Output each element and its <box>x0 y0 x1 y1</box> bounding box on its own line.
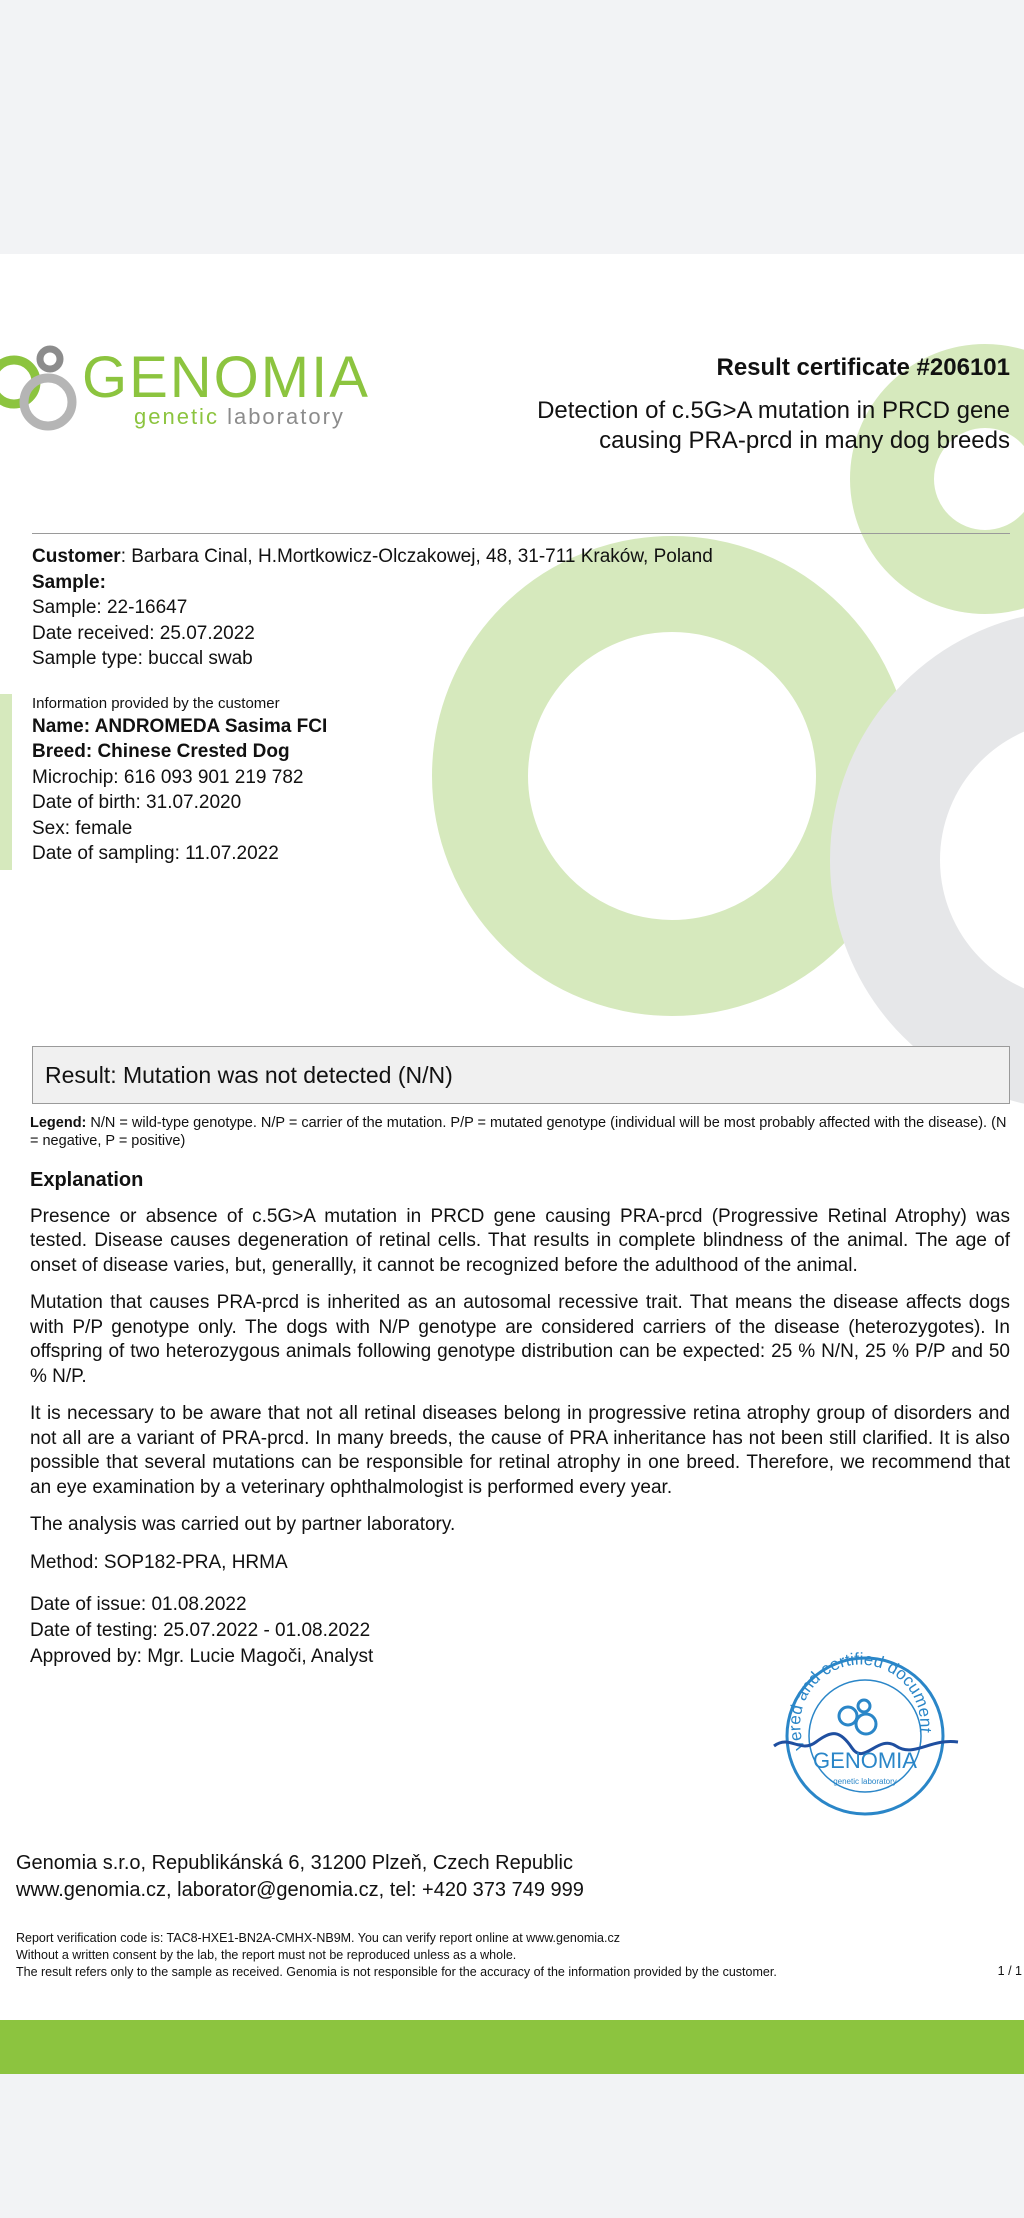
stamp-small-text: genetic laboratory <box>833 1777 897 1786</box>
disclaimer: The result refers only to the sample as received. Genomia is not responsible for the accuracy of the information provided by the customer. <box>16 1965 777 1979</box>
page-number: 1 / 1 <box>997 1964 1022 1978</box>
sample-number: Sample: 22-16647 <box>32 597 188 618</box>
explanation-paragraph-2: Mutation that causes PRA-prcd is inherited as an autosomal recessive trait. That means the disease affects dogs with P/P genotype only. The dogs with N/P genotype are considered carriers of the disease (heterozygotes). In offspring of two heterozygous animals following genotype distribution can be expected: 25 % N/N, 25 % P/P and 50 % N/P. <box>30 1292 1010 1387</box>
animal-microchip: Microchip: 616 093 901 219 782 <box>32 766 304 788</box>
certificate-page <box>0 254 1024 2074</box>
footer-contacts: www.genomia.cz, laborator@genomia.cz, tel: +420 373 749 999 <box>16 1879 584 1901</box>
approved-by: Approved by: Mgr. Lucie Magoči, Analyst <box>30 1646 374 1667</box>
customer-label: Customer <box>32 546 121 567</box>
animal-name: Name: ANDROMEDA Sasima FCI <box>32 715 328 737</box>
explanation-paragraph-1: Presence or absence of c.5G>A mutation in PRCD gene causing PRA-prcd (Progressive Retinal Atrophy) was tested. Disease causes degeneration of retinal cells. That results in complete blindness of the animal. The age of onset of disease varies, but, generallly, it cannot be recognized before the adulthood of the animal. <box>30 1205 1010 1276</box>
logo-tagline-genetic: genetic <box>134 404 219 429</box>
logo-wordmark: GENOMIA <box>82 345 370 410</box>
sample-date-received: Date received: 25.07.2022 <box>32 622 255 644</box>
animal-sex: Sex: female <box>32 817 133 839</box>
customer-value: : Barbara Cinal, H.Mortkowicz-Olczakowej, 48, 31-711 Kraków, Poland <box>120 546 713 567</box>
customer-line <box>32 544 932 570</box>
footer-address-block <box>16 1850 584 1904</box>
certificate-subtitle: Detection of c.5G>A mutation in PRCD gene causing PRA-prcd in many dog breeds <box>537 397 1010 454</box>
sample-info <box>32 544 932 867</box>
result-box: Result: Mutation was not detected (N/N) <box>32 1046 1010 1104</box>
customer-info-note: Information provided by the customer <box>32 694 280 712</box>
sample-type: Sample type: buccal swab <box>32 648 253 669</box>
animal-breed: Breed: Chinese Crested Dog <box>32 741 290 762</box>
animal-dob: Date of birth: 31.07.2020 <box>32 792 242 813</box>
stamp-logo-icon <box>839 1700 876 1734</box>
footer-notes <box>16 1930 1006 1981</box>
legend-label: Legend: <box>30 1115 87 1131</box>
footer-green-bar <box>0 2020 1024 2074</box>
header-divider <box>32 533 1010 534</box>
logo-tagline <box>134 404 345 430</box>
stamp-name: GENOMIA <box>813 1748 917 1773</box>
logo-tagline-laboratory: laboratory <box>227 404 345 429</box>
footer-address: Genomia s.r.o, Republikánská 6, 31200 Plzeň, Czech Republic <box>16 1852 573 1874</box>
sample-heading: Sample: <box>32 571 106 593</box>
genomia-logo <box>0 344 420 444</box>
consent-note: Without a written consent by the lab, the report must not be reproduced unless as a whole. <box>16 1948 517 1962</box>
decorative-side-bar <box>0 694 12 870</box>
certification-stamp <box>760 1638 970 1828</box>
explanation-section <box>30 1168 1010 1670</box>
partner-lab-note: The analysis was carried out by partner laboratory. <box>30 1514 456 1535</box>
legend <box>30 1114 1010 1150</box>
certificate-title: Result certificate #206101 <box>716 354 1010 381</box>
animal-sampling-date: Date of sampling: 11.07.2022 <box>32 843 279 864</box>
logo-circles-icon <box>0 344 90 444</box>
stamp-arc-text: vered and certified document <box>785 1649 936 1754</box>
method-line: Method: SOP182-PRA, HRMA <box>30 1551 288 1573</box>
date-of-testing: Date of testing: 25.07.2022 - 01.08.2022 <box>30 1620 371 1641</box>
explanation-heading: Explanation <box>30 1169 144 1191</box>
explanation-paragraph-3: It is necessary to be aware that not all retinal diseases belong in progressive retina atrophy group of disorders and not all are a variant of PRA-prcd. In many breeds, the cause of PRA inheritance has not been still clarified. It is also possible that several mutations can be responsible for retinal atrophy in one breed. Therefore, we recommend that an eye examination by a veterinary ophthalmologist is performed every year. <box>30 1403 1010 1498</box>
verification-code: Report verification code is: TAC8-HXE1-BN2A-CMHX-NB9M. You can verify report online at www.genomia.cz <box>16 1931 620 1945</box>
legend-text: N/N = wild-type genotype. N/P = carrier of the mutation. P/P = mutated genotype (individual will be most probably affected with the disease). (N = negative, P = positive) <box>30 1115 1007 1149</box>
date-of-issue: Date of issue: 01.08.2022 <box>30 1594 247 1615</box>
